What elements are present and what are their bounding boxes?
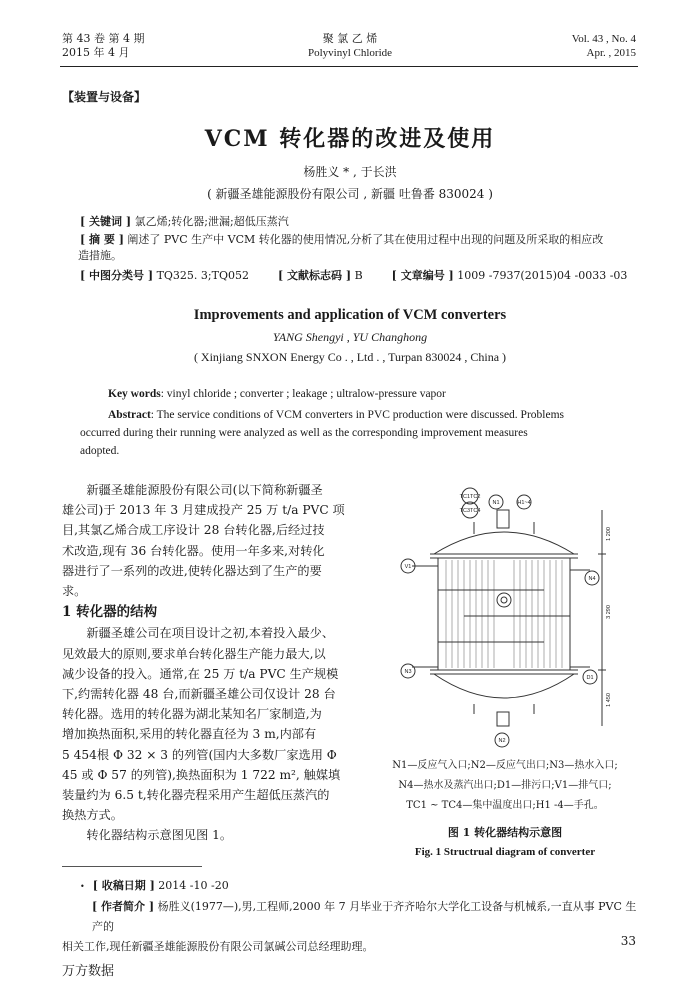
para-1 <box>62 480 348 500</box>
en-keywords-text: : vinyl chloride ; converter ; leakage ; ultralow-pressure vapor <box>160 388 446 400</box>
journal-name-cn: 聚 氯 乙 烯 <box>322 32 378 45</box>
figure-caption-cn: 图 1 转化器结构示意图 <box>447 826 563 839</box>
received-label: [ 收稿日期 ] <box>92 879 155 892</box>
p1-line: 术改造,现有 36 台转化器。使用一年多来,对转化 <box>62 543 325 558</box>
classification-row <box>80 268 640 284</box>
bottom-nozzle <box>497 712 509 726</box>
p2-line: 5 454根 Φ 32 × 3 的列管(国内大多数厂家选用 Φ <box>62 747 337 762</box>
article-no-value: 1009 -7937(2015)04 -0033 -03 <box>457 269 628 282</box>
body-left-column <box>62 480 348 846</box>
label-tc-top: TC1TC2 <box>459 494 481 500</box>
center-manhole <box>497 593 511 607</box>
doc-code-value: B <box>354 269 363 282</box>
p1-line: 目,其氯乙烯合成工序设计 28 台转化器,后经过技 <box>62 523 325 538</box>
header-volume: 第 43 卷 第 4 期 <box>62 32 145 45</box>
header-center <box>250 32 450 60</box>
label-v1: V1 <box>404 564 412 570</box>
p2-line: 换热方式。 <box>62 808 123 823</box>
p2-line: 见效最大的原则,要求单台转化器生产能力最大,以 <box>62 646 326 661</box>
en-abstract-text: : The service conditions of VCM converters in PVC production were discussed. Problems <box>150 409 564 421</box>
en-keywords-label: Key words <box>108 388 161 400</box>
dim-1200: 1 200 <box>606 527 612 541</box>
p2-line: 装量约为 6.5 t,转化器壳程采用产生超低压蒸汽的 <box>62 788 330 803</box>
received-date: 2014 -10 -20 <box>158 879 229 892</box>
bullet-icon: • <box>80 882 85 891</box>
en-authors: YANG Shengyi , YU Changhong <box>272 330 428 344</box>
section-heading-1: 1 转化器的结构 <box>62 604 158 621</box>
bottom-head <box>434 674 574 698</box>
clc-label: [ 中图分类号 ] <box>80 269 154 282</box>
para-2-cont <box>62 644 348 826</box>
converter-figure <box>394 482 614 752</box>
p1-line: 器进行了一系列的改进,使转化器达到了生产的要 <box>62 563 322 578</box>
header-vol-en: Vol. 43 , No. 4 <box>571 33 636 45</box>
header-date-en: Apr. , 2015 <box>586 47 636 59</box>
figure-caption-en: Fig. 1 Structrual diagram of converter <box>414 846 596 858</box>
watermark-text: 万方数据 <box>62 964 115 979</box>
abstract-text: 阐述了 PVC 生产中 VCM 转化器的使用情况,分析了其在使用过程中出现的问题及所采取的相应改 <box>127 233 604 246</box>
page-number: 33 <box>620 934 636 948</box>
footnotes <box>62 876 642 957</box>
dim-3290: 3 290 <box>606 605 612 619</box>
converter-diagram <box>394 482 614 752</box>
label-d1: D1 <box>586 675 594 681</box>
keywords-row <box>80 214 640 230</box>
p2-line: 45 或 Φ 57 的列管),换热面积为 1 722 m², 触媒填 <box>62 767 341 782</box>
para-3: 转化器结构示意图见图 1。 <box>86 828 233 843</box>
p1-line: 求。 <box>62 584 87 599</box>
doc-code-label: [ 文献标志码 ] <box>277 269 352 282</box>
para-1-cont <box>62 500 348 601</box>
author-bio-2: 相关工作,现任新疆圣雄能源股份有限公司氯碱公司总经理助理。 <box>62 940 374 953</box>
label-h1: H1~4 <box>517 500 531 506</box>
clc-value: TQ325. 3;TQ052 <box>156 269 249 282</box>
p2-line: 新疆圣雄公司在项目设计之初,本着投入最少、 <box>86 626 335 641</box>
section-tag: 【装置与设备】 <box>62 90 147 104</box>
keywords-label: [ 关键词 ] <box>80 215 132 228</box>
dim-1450: 1 450 <box>606 693 612 707</box>
keywords-text: 氯乙烯;转化器;泄漏;超低压蒸汽 <box>134 215 289 228</box>
journal-name-en: Polyvinyl Chloride <box>307 47 393 59</box>
p2-line: 减少设备的投入。通常,在 25 万 t/a PVC 生产规模 <box>62 666 339 681</box>
header-left <box>62 32 144 60</box>
header-rule <box>60 66 638 67</box>
top-nozzle <box>497 510 509 528</box>
cn-metadata <box>80 214 640 284</box>
abstract-row <box>80 232 640 248</box>
p2-line: 增加换热面积,采用的转化器直径为 3 m,内部有 <box>62 727 317 742</box>
page-title: VCM 转化器的改进及使用 <box>204 126 496 152</box>
center-manhole-inner <box>501 597 507 603</box>
legend-line-3: TC1 ~ TC4—集中温度出口;H1 -4—手孔。 <box>406 800 604 811</box>
en-affiliation: ( Xinjiang SNXON Energy Co . , Ltd . , Turpan 830024 , China ) <box>193 350 507 364</box>
en-abstract-label: Abstract <box>108 409 151 421</box>
label-n3: N3 <box>404 669 412 675</box>
p1-line: 新疆圣雄能源股份有限公司(以下简称新疆圣 <box>86 483 323 497</box>
label-n4: N4 <box>588 576 596 582</box>
header-right <box>572 32 636 60</box>
en-keywords-row <box>80 385 640 403</box>
legend-line-1: N1—反应气入口;N2—反应气出口;N3—热水入口; <box>392 760 618 771</box>
label-tc-bottom: TC3TC4 <box>459 508 481 514</box>
en-abstract-line3: adopted. <box>80 445 120 457</box>
authors: 杨胜义 * , 于长洪 <box>303 165 397 179</box>
top-head <box>434 532 574 554</box>
para-2 <box>62 623 348 643</box>
author-row <box>62 897 642 937</box>
abstract-label: [ 摘 要 ] <box>80 233 124 246</box>
en-abstract-line2: occurred during their running were analyzed as well as the corresponding improvement measures <box>80 427 528 439</box>
legend-line-2: N4—热水及蒸汽出口;D1—排污口;V1—排气口; <box>398 780 612 791</box>
figure-legend <box>360 756 650 816</box>
header-date: 2015 年 4 月 <box>62 46 130 59</box>
p1-line: 雄公司)于 2013 年 3 月建成投产 25 万 t/a PVC 项 <box>62 503 345 518</box>
label-n2: N2 <box>498 738 506 744</box>
footnote-rule <box>62 866 202 867</box>
label-n1: N1 <box>492 500 500 506</box>
author-label: [ 作者简介 ] <box>92 900 155 913</box>
en-title: Improvements and application of VCM converters <box>193 307 507 323</box>
affiliation: ( 新疆圣雄能源股份有限公司 , 新疆 吐鲁番 830024 ) <box>207 187 493 201</box>
author-bio-1: 杨胜义(1977—),男,工程师,2000 年 7 月毕业于齐齐哈尔大学化工设备与机械系,一直从事 PVC 生产的 <box>92 900 637 933</box>
p2-line: 下,约需转化器 48 台,而新疆圣雄公司仅设计 28 台 <box>62 687 336 702</box>
article-no-label: [ 文章编号 ] <box>391 269 454 282</box>
en-abstract-row <box>80 406 640 424</box>
en-abstract-block <box>80 385 640 460</box>
abstract-cont: 造措施。 <box>78 249 122 262</box>
p2-line: 转化器。选用的转化器为湖北某知名厂家制造,为 <box>62 707 322 722</box>
received-row <box>62 876 642 897</box>
tube-bundle <box>446 560 562 668</box>
